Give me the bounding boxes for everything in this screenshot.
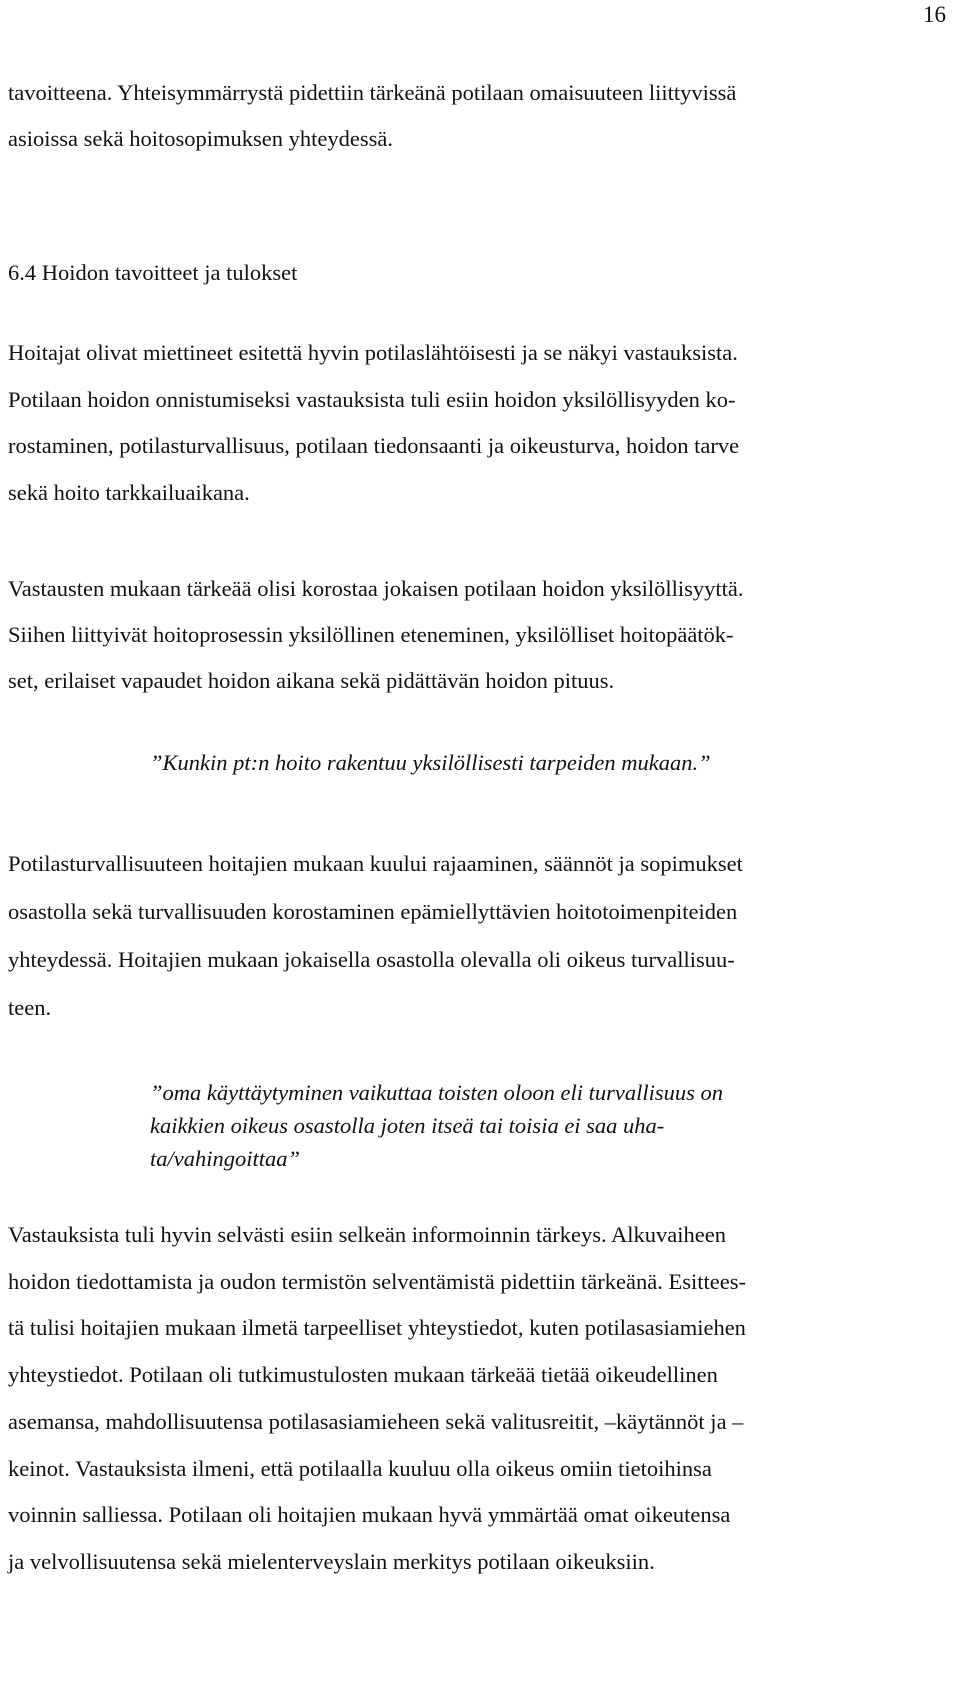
text-line: hoidon tiedottamista ja oudon termistön selventämistä pidettiin tärkeänä. Esittees- [8,1268,746,1294]
text-line: yhteydessä. Hoitajien mukaan jokaisella osastolla olevalla oli oikeus turvallisuu- [8,947,735,972]
text-line: Vastausten mukaan tärkeää olisi korostaa jokaisen potilaan hoidon yksilöllisyyttä. [8,576,744,601]
paragraph-1 [8,330,948,516]
text-line: set, erilaiset vapaudet hoidon aikana sekä pidättävän hoidon pituus. [8,668,615,693]
page-number: 16 [923,2,946,27]
text-line: teen. [8,995,52,1020]
paragraph-3 [8,840,948,1032]
text-line: asioissa sekä hoitosopimuksen yhteydessä. [8,126,393,151]
text-line: tä tulisi hoitajien mukaan ilmetä tarpeelliset yhteystiedot, kuten potilasasiamiehen [8,1315,746,1341]
text-line: yhteystiedot. Potilaan oli tutkimustulosten mukaan tärkeää tietää oikeudellinen [8,1362,718,1388]
section-heading: 6.4 Hoidon tavoitteet ja tulokset [8,260,298,285]
quote-line: ”oma käyttäytyminen vaikuttaa toisten oloon eli turvallisuus on [150,1080,724,1105]
paragraph-2 [8,566,948,704]
text-line: Vastauksista tuli hyvin selvästi esiin selkeän informoinnin tärkeys. Alkuvaiheen [8,1222,727,1247]
intro-paragraph [8,70,948,162]
text-line: Siihen liittyivät hoitoprosessin yksilöllinen eteneminen, yksilölliset hoitopäätök- [8,622,734,647]
text-line: osastolla sekä turvallisuuden korostaminen epämiellyttävien hoitotoimenpiteiden [8,899,738,924]
quote-line: kaikkien oikeus osastolla joten itseä tai toisia ei saa uha- [150,1113,665,1138]
quote-1: ”Kunkin pt:n hoito rakentuu yksilöllisesti tarpeiden mukaan.” [150,750,711,775]
paragraph-4 [8,1212,948,1586]
text-line: rostaminen, potilasturvallisuus, potilaan tiedonsaanti ja oikeusturva, hoidon tarve [8,433,740,458]
text-line: asemansa, mahdollisuutensa potilasasiamieheen sekä valitusreitit, –käytännöt ja – [8,1408,744,1434]
text-line: keinot. Vastauksista ilmeni, että potilaalla kuuluu olla oikeus omiin tietoihinsa [8,1455,712,1481]
quote-line: ta/vahingoittaa” [150,1146,301,1171]
text-line: Potilaan hoidon onnistumiseksi vastauksista tuli esiin hoidon yksilöllisyyden ko- [8,386,736,412]
text-line: sekä hoito tarkkailuaikana. [8,479,250,505]
text-line: voinnin salliessa. Potilaan oli hoitajien mukaan hyvä ymmärtää omat oikeutensa [8,1502,731,1528]
text-line: tavoitteena. Yhteisymmärrystä pidettiin tärkeänä potilaan omaisuuteen liittyvissä [8,80,737,105]
quote-2 [150,1076,850,1175]
text-line: ja velvollisuutensa sekä mielenterveyslain merkitys potilaan oikeuksiin. [8,1548,655,1574]
text-line: Potilasturvallisuuteen hoitajien mukaan kuului rajaaminen, säännöt ja sopimukset [8,851,743,876]
text-line: Hoitajat olivat miettineet esitettä hyvin potilaslähtöisesti ja se näkyi vastauksista. [8,340,738,365]
